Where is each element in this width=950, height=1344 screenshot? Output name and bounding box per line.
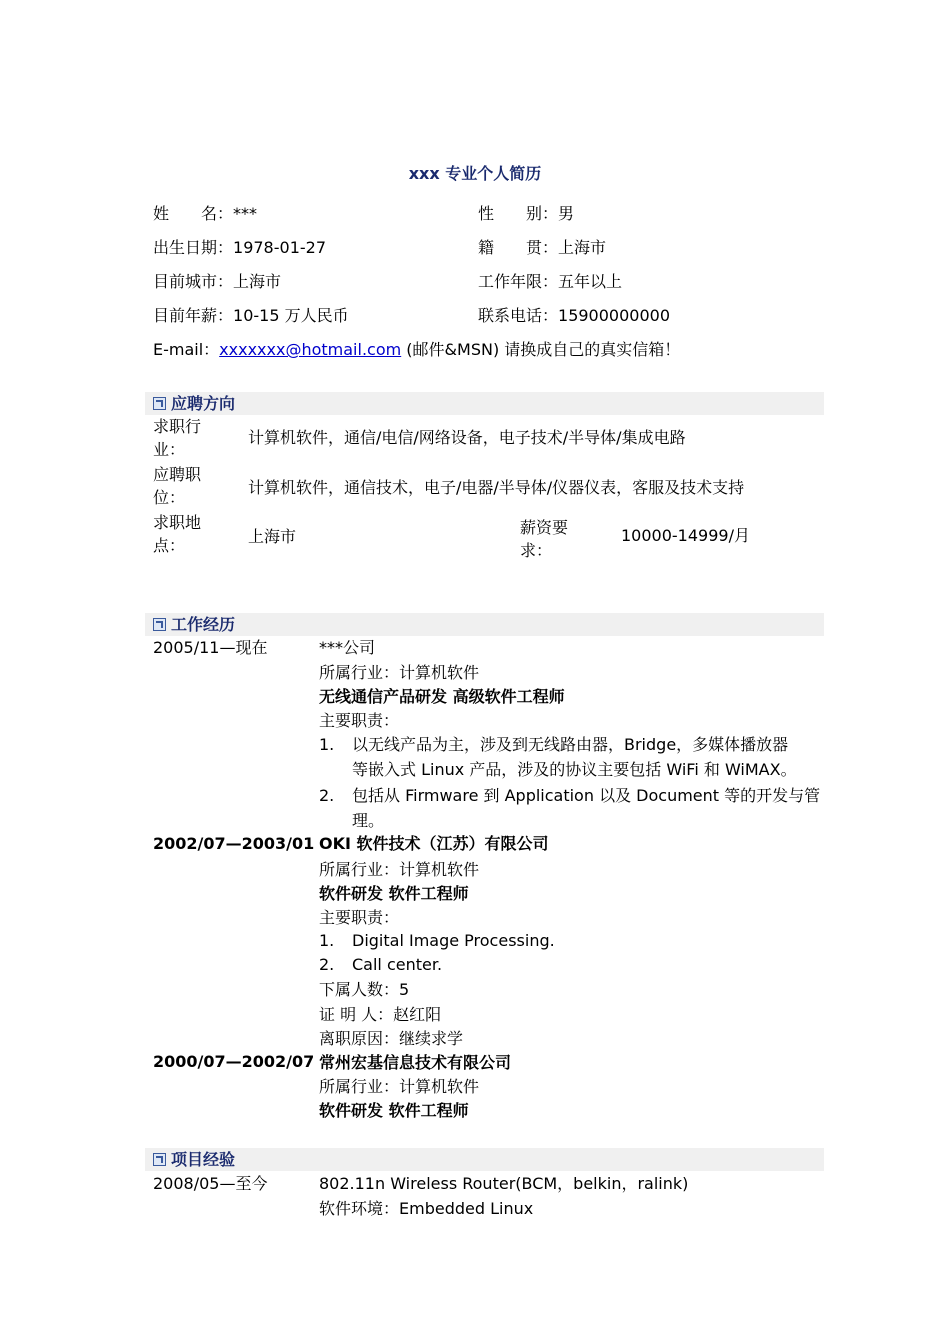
job-role: 软件研发 软件工程师 [319,884,469,903]
birth-value: 1978-01-27 [233,238,326,257]
section-heading: 应聘方向 [171,394,236,413]
pay-value: 10000-14999/月 [621,526,750,545]
job-period: 2005/11—现在 [153,638,268,657]
duty-text: 等嵌入式 Linux 产品，涉及的协议主要包括 WiFi 和 WiMAX。 [352,760,797,779]
duty-number: 2. [319,955,335,974]
industry-value: 计算机软件，通信/电信/网络设备，电子技术/半导体/集成电路 [248,428,686,447]
label-line: 薪资要 [520,518,569,537]
project-period: 2008/05—至今 [153,1174,268,1193]
label-line: 点： [153,536,186,555]
project-name: 802.11n Wireless Router(BCM，belkin，ralink) [319,1174,689,1193]
job-industry: 所属行业：计算机软件 [319,860,480,879]
job-role: 无线通信产品研发 高级软件工程师 [319,687,565,706]
email-note: (邮件&MSN) 请换成自己的真实信箱！ [401,340,681,359]
job-leave-reason: 离职原因：继续求学 [319,1029,464,1048]
native-label: 籍 贯： [478,238,559,257]
location-value: 上海市 [248,527,297,546]
name-row [153,204,257,224]
section-bullet-icon [153,618,166,631]
label-line: 求职行 [153,417,202,436]
project-env: 软件环境：Embedded Linux [319,1199,534,1218]
section-job-intent [145,392,824,415]
duty-text: 理。 [352,811,385,830]
duty-text: 以无线产品为主，涉及到无线路由器，Bridge，多媒体播放器 [352,735,789,754]
years-row [478,272,622,292]
job-period: 2002/07—2003/01 [153,834,315,853]
position-value: 计算机软件，通信技术，电子/电器/半导体/仪器仪表，客服及技术支持 [248,478,745,497]
gender-value: 男 [558,204,575,223]
section-work [145,613,824,636]
name-label: 姓 名： [153,204,234,223]
phone-row [478,306,670,326]
salary-value: 10-15 万人民币 [233,306,349,325]
job-period: 2000/07—2002/07 [153,1052,315,1071]
email-label: E-mail： [153,340,220,359]
gender-row [478,204,574,224]
position-label [153,463,201,509]
duty-text: Digital Image Processing. [352,931,555,950]
years-label: 工作年限： [478,272,559,291]
duty-number: 1. [319,735,335,754]
job-company: OKI 软件技术（江苏）有限公司 [319,834,549,853]
job-role: 软件研发 软件工程师 [319,1101,469,1120]
salary-row [153,306,349,326]
job-industry: 所属行业：计算机软件 [319,1077,480,1096]
city-value: 上海市 [233,272,282,291]
duty-number: 2. [319,786,335,805]
birth-row [153,238,326,258]
native-row [478,238,606,258]
industry-label [153,415,201,461]
email-link[interactable]: xxxxxxx@hotmail.com [219,340,402,359]
duty-number: 1. [319,931,335,950]
label-line: 求职地 [153,513,202,532]
section-heading: 项目经验 [171,1150,236,1169]
label-line: 位： [153,488,186,507]
city-row [153,272,281,292]
job-duty-label: 主要职责： [319,908,400,927]
name-value: *** [233,204,258,223]
location-label [153,511,201,557]
duty-text: 包括从 Firmware 到 Application 以及 Document 等的开发与管 [352,786,821,805]
duty-text: Call center. [352,955,443,974]
label-line: 求： [520,541,553,560]
page-title: xxx 专业个人简历 [408,164,542,183]
birth-label: 出生日期： [153,238,234,257]
section-projects [145,1148,824,1171]
city-label: 目前城市： [153,272,234,291]
job-company: 常州宏基信息技术有限公司 [319,1053,512,1072]
salary-label: 目前年薪： [153,306,234,325]
pay-label [520,516,568,562]
job-staff: 下属人数：5 [319,980,410,999]
phone-label: 联系电话： [478,306,559,325]
label-line: 应聘职 [153,465,202,484]
gender-label: 性 别： [478,204,559,223]
section-bullet-icon [153,1153,166,1166]
job-industry: 所属行业：计算机软件 [319,663,480,682]
job-witness: 证 明 人：赵红阳 [319,1005,442,1024]
label-line: 业： [153,440,186,459]
section-bullet-icon [153,397,166,410]
native-value: 上海市 [558,238,607,257]
years-value: 五年以上 [558,272,623,291]
email-row [153,340,680,360]
section-heading: 工作经历 [171,615,236,634]
job-duty-label: 主要职责： [319,711,400,730]
phone-value: 15900000000 [558,306,670,325]
job-company: ***公司 [319,638,376,657]
